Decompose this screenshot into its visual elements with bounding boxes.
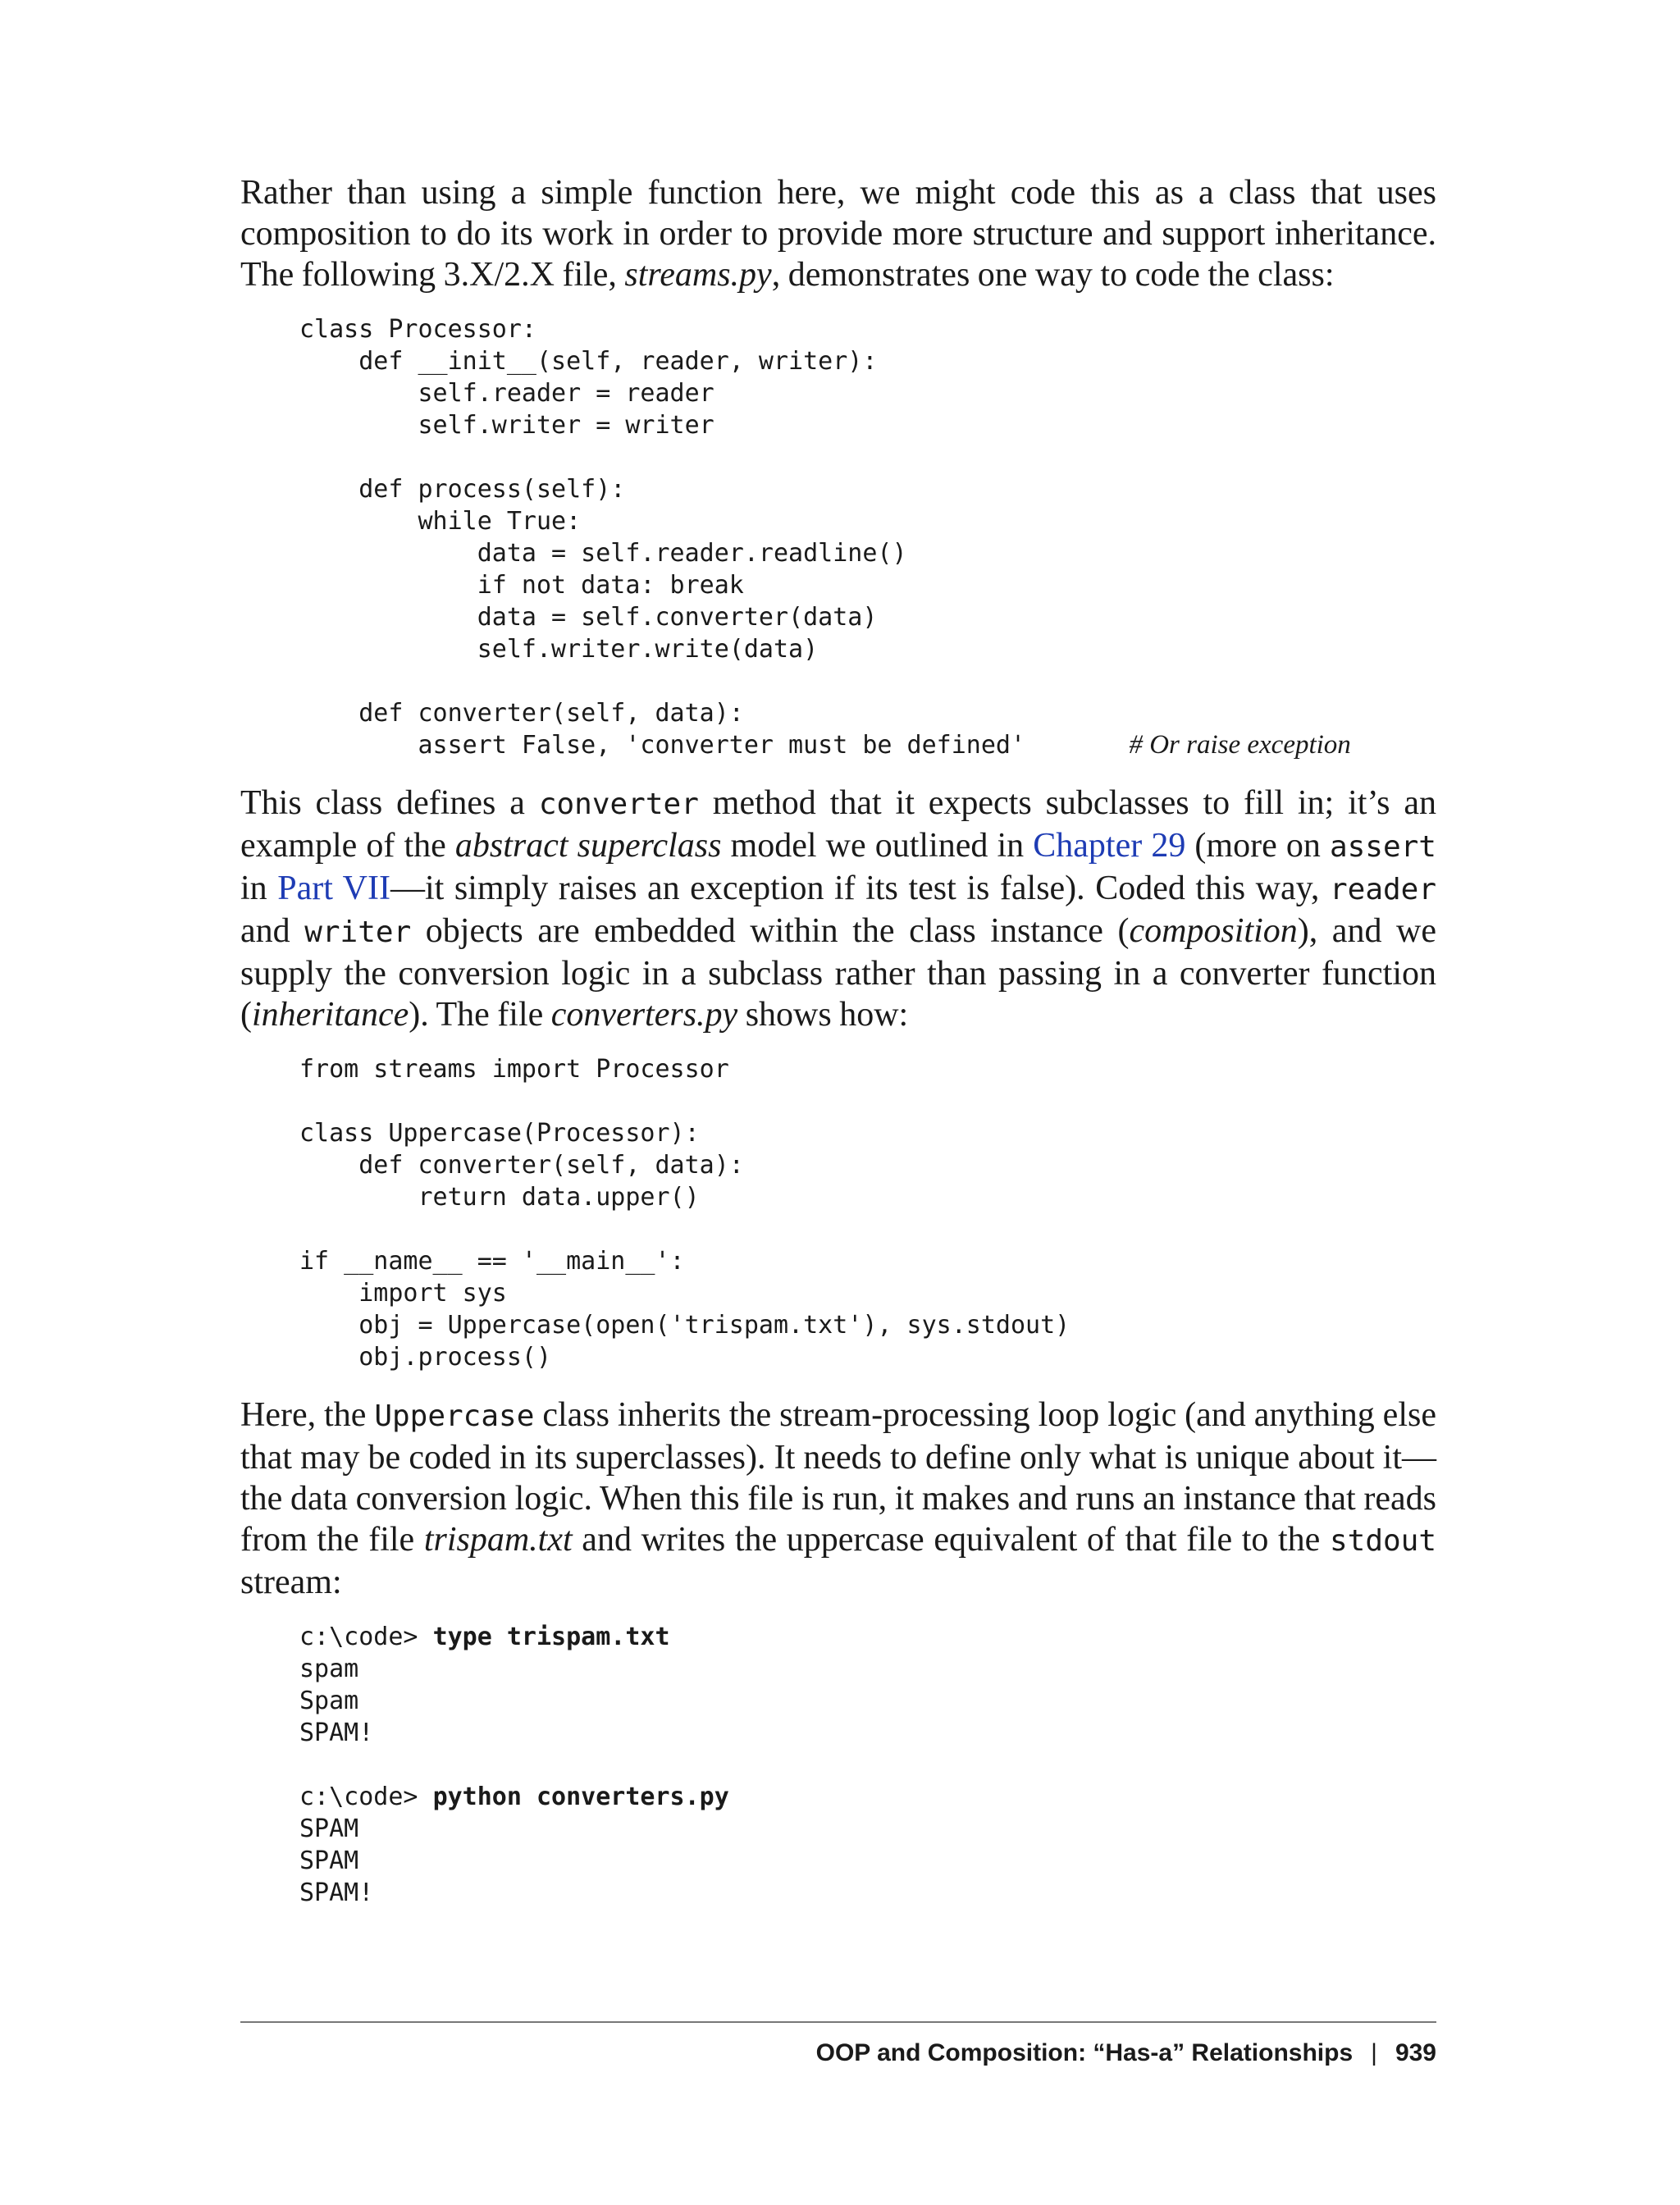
text: ). The file bbox=[409, 996, 551, 1034]
code-block-streams bbox=[299, 313, 1436, 761]
console-command: type trispam.txt bbox=[432, 1623, 670, 1651]
text: (more on bbox=[1185, 827, 1330, 865]
inline-code: Uppercase bbox=[374, 1399, 535, 1433]
emphasis: composition bbox=[1129, 912, 1298, 950]
text: method that it expects subclasses to fill in; it’s an example of the bbox=[240, 784, 1436, 865]
footer-separator: | bbox=[1371, 2039, 1377, 2066]
console-output: spam Spam SPAM! bbox=[299, 1655, 374, 1747]
code-text: from streams import Processor class Uppercase(Processor): def converter(self, data): return data.upper() if __name__ == '__main__': import sys obj = Uppercase(open('trispam.txt'), sys.stdout) obj.process() bbox=[299, 1055, 1071, 1372]
page-footer bbox=[240, 2021, 1436, 2067]
text: and bbox=[240, 912, 305, 950]
text: Rather than using a simple function here, we might code this as a class that uses composition to do its work in order to provide more structure and support inheritance. The following 3.X/2.X file, bbox=[240, 174, 1436, 294]
text: , demonstrates one way to code the class: bbox=[771, 256, 1335, 294]
inline-code: reader bbox=[1329, 873, 1437, 906]
inline-code: stdout bbox=[1329, 1524, 1437, 1558]
filename: converters.py bbox=[550, 996, 738, 1034]
text: shows how: bbox=[737, 996, 909, 1034]
text: model we outlined in bbox=[721, 827, 1034, 865]
inline-code: writer bbox=[304, 915, 412, 949]
emphasis: inheritance bbox=[252, 996, 409, 1034]
paragraph-explanation bbox=[240, 783, 1436, 1035]
code-block-console bbox=[299, 1621, 1436, 1909]
text: stream: bbox=[240, 1564, 342, 1601]
inline-code: converter bbox=[538, 788, 699, 821]
console-output: SPAM SPAM SPAM! bbox=[299, 1815, 374, 1907]
footer-section-title: OOP and Composition: “Has-a” Relationships bbox=[815, 2039, 1354, 2066]
console-prompt: c:\code> bbox=[299, 1783, 433, 1811]
page-body bbox=[240, 172, 1436, 1930]
text: and writes the uppercase equivalent of that file to the bbox=[572, 1521, 1330, 1559]
console-command: python converters.py bbox=[432, 1783, 729, 1811]
code-text: class Processor: def __init__(self, reader, writer): self.reader = reader self.writer = writer def process(self): while True: data = self.reader.readline() if not data: break data = self.converter(data) self.writer.write(data) def converter(self, data): assert False, 'converter must be defined' bbox=[299, 315, 1026, 760]
text: ), and we supply the conversion logic in a subclass rather than passing in a converter function ( bbox=[240, 912, 1436, 1034]
code-block-converters bbox=[299, 1053, 1436, 1373]
console-prompt: c:\code> bbox=[299, 1623, 433, 1651]
text: —it simply raises an exception if its test is false). Coded this way, bbox=[390, 870, 1330, 907]
filename: streams.py bbox=[624, 256, 772, 294]
paragraph-uppercase bbox=[240, 1395, 1436, 1603]
inline-code: assert bbox=[1329, 830, 1436, 864]
paragraph-intro bbox=[240, 172, 1436, 295]
text: class inherits the stream-processing loop logic (and anything else that may be coded in its superclasses). It needs to define only what is unique about it—the data conversion logic. When this file is run, it makes and runs an instance that reads from the file bbox=[240, 1396, 1436, 1559]
emphasis: abstract superclass bbox=[454, 827, 722, 865]
text: objects are embedded within the class instance ( bbox=[411, 912, 1130, 950]
text: in bbox=[240, 870, 278, 907]
link-chapter-29[interactable]: Chapter 29 bbox=[1033, 827, 1186, 865]
link-part-vii[interactable]: Part VII bbox=[277, 870, 390, 907]
page-number: 939 bbox=[1395, 2039, 1436, 2066]
filename: trispam.txt bbox=[423, 1521, 573, 1559]
code-comment: # Or raise exception bbox=[1129, 730, 1351, 760]
text: Here, the bbox=[240, 1396, 375, 1434]
text: This class defines a bbox=[240, 784, 539, 822]
